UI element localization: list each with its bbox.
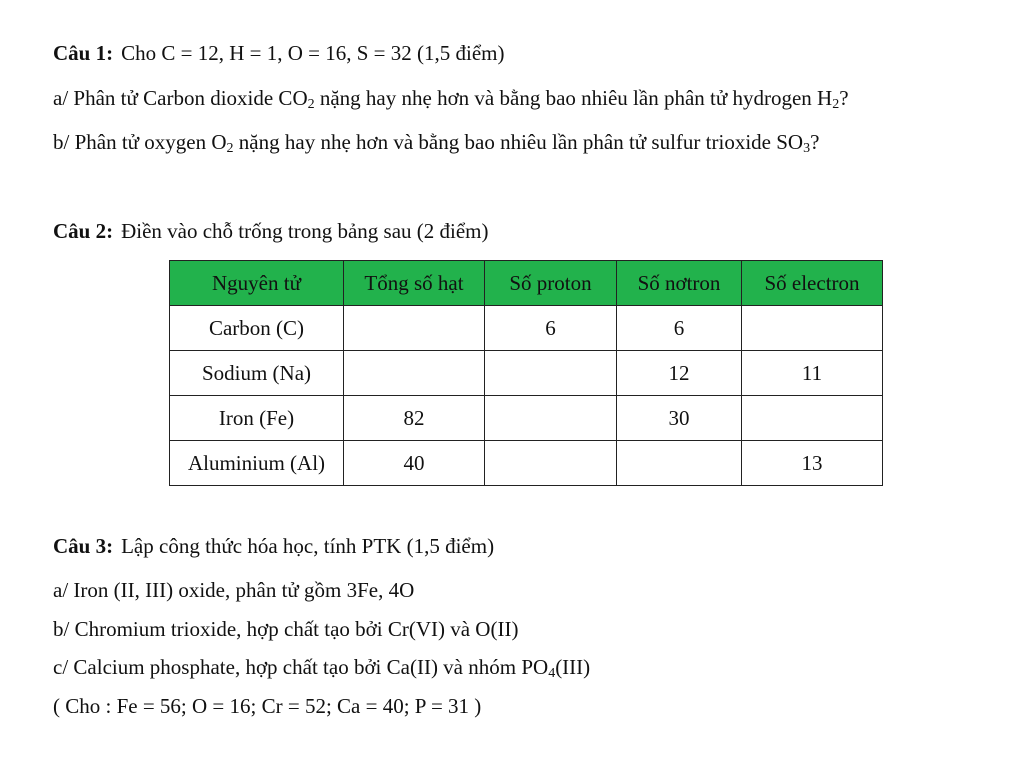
question-1b-text: b/ Phân tử oxygen O [53, 130, 227, 154]
table-cell [485, 396, 617, 441]
table-cell: 30 [617, 396, 742, 441]
question-3-text: Lập công thức hóa học, tính PTK (1,5 điểm) [121, 534, 495, 558]
question-3a: a/ Iron (II, III) oxide, phân tử gồm 3Fe, 4O [53, 578, 415, 602]
table-cell [485, 441, 617, 486]
table-row [170, 441, 883, 486]
question-2-label: Câu 2: [53, 219, 114, 243]
question-1a-text: a/ Phân tử Carbon dioxide CO [53, 86, 308, 110]
table-cell [742, 306, 883, 351]
question-3-label: Câu 3: [53, 534, 114, 558]
question-3c-suffix: (III) [555, 655, 591, 679]
question-3-note: ( Cho : Fe = 56; O = 16; Cr = 52; Ca = 40; P = 31 ) [53, 694, 482, 718]
question-1a-text-middle: nặng hay nhẹ hơn và bằng bao nhiêu lần phân tử hydrogen H [314, 86, 833, 110]
table-cell [344, 306, 485, 351]
table-cell: 6 [617, 306, 742, 351]
question-2-text: Điền vào chỗ trống trong bảng sau (2 điểm) [121, 219, 489, 243]
subscript: 2 [832, 97, 840, 112]
table-header-cell: Nguyên tử [170, 261, 344, 306]
question-3c-text: c/ Calcium phosphate, hợp chất tạo bởi Ca(II) và nhóm PO [53, 655, 549, 679]
question-1b-text-middle: nặng hay nhẹ hơn và bằng bao nhiêu lần phân tử sulfur trioxide SO [233, 130, 804, 154]
question-1-heading [53, 40, 504, 66]
table-row [170, 396, 883, 441]
table-header-cell: Số electron [742, 261, 883, 306]
table-cell [742, 396, 883, 441]
table-cell: Aluminium (Al) [170, 441, 344, 486]
table-cell: Iron (Fe) [170, 396, 344, 441]
subscript: 2 [307, 97, 315, 112]
table-cell [617, 441, 742, 486]
table-cell: 40 [344, 441, 485, 486]
table-header-row [170, 261, 883, 306]
question-1-label: Câu 1: [53, 41, 114, 65]
question-1b [53, 129, 819, 155]
table-header-cell: Số nơtron [617, 261, 742, 306]
question-1-text: Cho C = 12, H = 1, O = 16, S = 32 (1,5 điểm) [121, 41, 505, 65]
table-header-cell: Tổng số hạt [344, 261, 485, 306]
table-cell: Sodium (Na) [170, 351, 344, 396]
table-header-cell: Số proton [485, 261, 617, 306]
question-2-heading [53, 218, 489, 244]
table-cell [344, 351, 485, 396]
subscript: 2 [226, 141, 234, 156]
table-cell: Carbon (C) [170, 306, 344, 351]
table-cell: 11 [742, 351, 883, 396]
question-3c [53, 654, 590, 680]
table-cell: 13 [742, 441, 883, 486]
table-row [170, 306, 883, 351]
table-cell: 6 [485, 306, 617, 351]
atom-table [169, 260, 883, 486]
subscript: 3 [803, 141, 811, 156]
table-cell: 12 [617, 351, 742, 396]
question-3-heading [53, 533, 494, 559]
table-cell [485, 351, 617, 396]
table-row [170, 351, 883, 396]
subscript: 4 [548, 666, 556, 681]
question-1a [53, 85, 849, 111]
question-1b-suffix: ? [810, 130, 820, 154]
table-cell: 82 [344, 396, 485, 441]
question-3b: b/ Chromium trioxide, hợp chất tạo bởi Cr(VI) và O(II) [53, 617, 519, 641]
question-1a-suffix: ? [839, 86, 849, 110]
